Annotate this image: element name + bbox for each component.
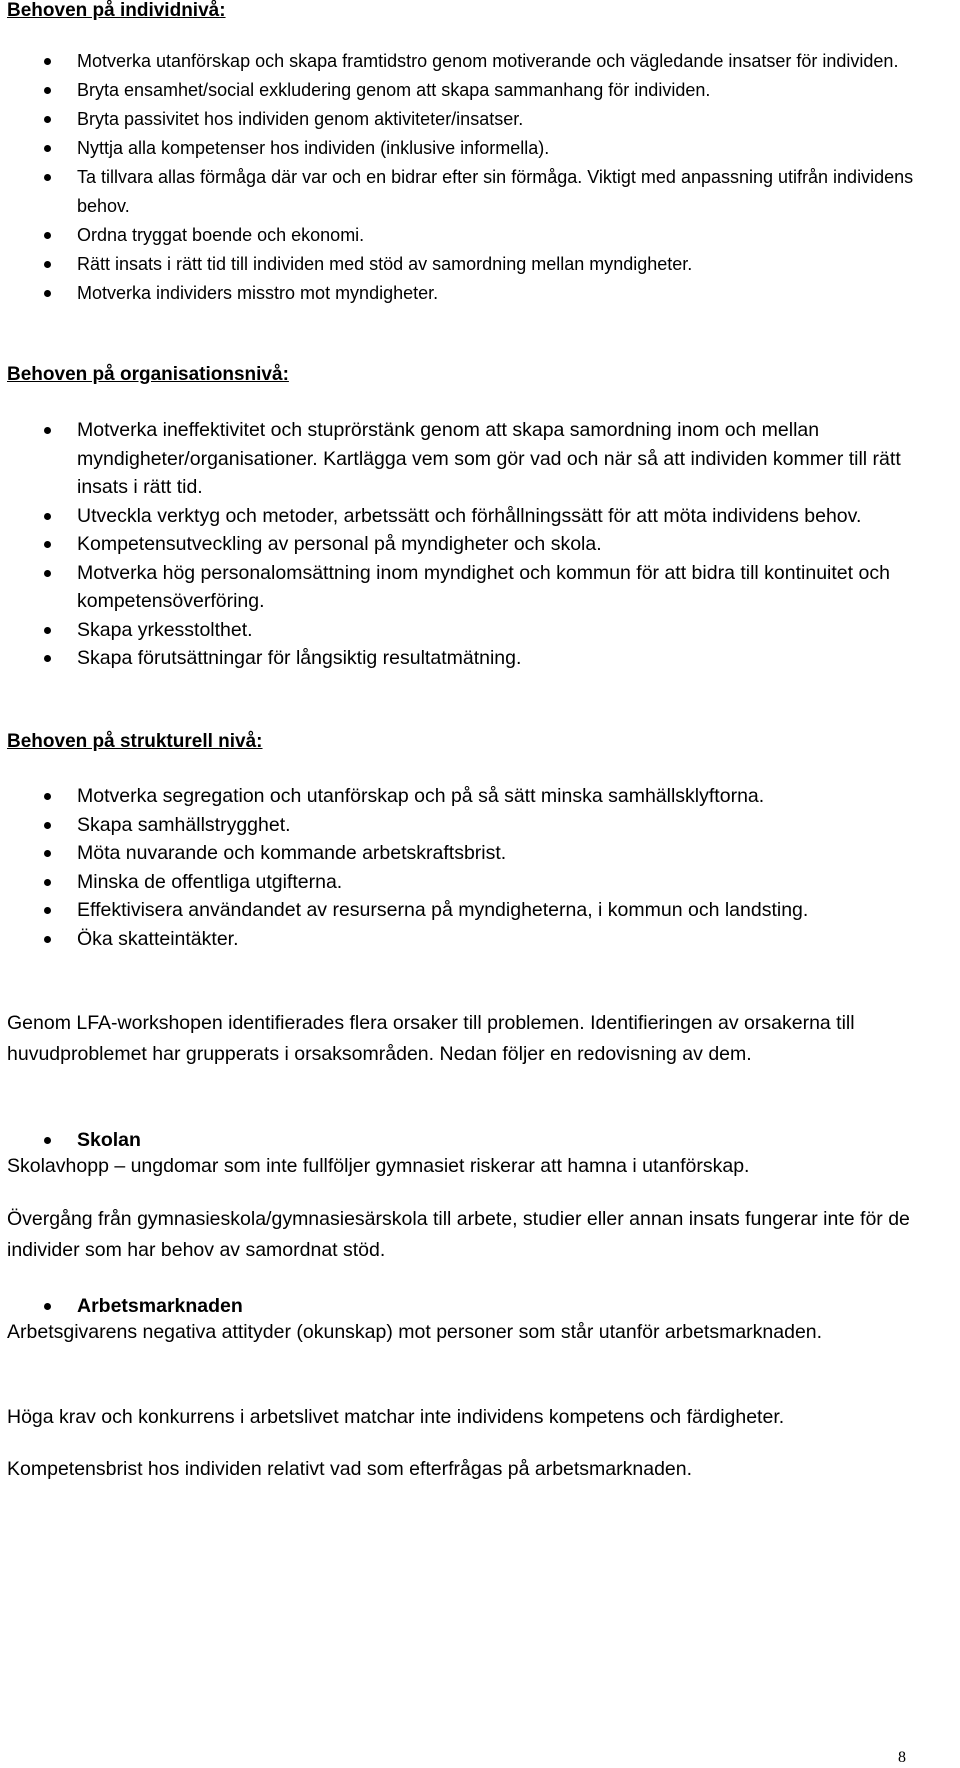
- labour-paragraph-2: Höga krav och konkurrens i arbetslivet matchar inte individens kompetens och färdigheter.: [7, 1406, 785, 1428]
- bullet-icon: [44, 1303, 51, 1310]
- bullet-icon: [44, 793, 51, 800]
- list-item: Ta tillvara allas förmåga där var och en bidrar efter sin förmåga. Viktigt med anpassning utifrån individens behov.: [0, 163, 937, 221]
- bullet-icon: [44, 427, 51, 434]
- list-item: Rätt insats i rätt tid till individen med stöd av samordning mellan myndigheter.: [0, 250, 937, 279]
- labour-paragraph-3: Kompetensbrist hos individen relativt vad som efterfrågas på arbetsmarknaden.: [7, 1458, 693, 1480]
- bullet-icon: [44, 570, 51, 577]
- bullet-icon: [44, 87, 51, 94]
- list-item: Motverka ineffektivitet och stuprörstänk genom att skapa samordning inom och mellan myndigheter/organisationer. Kartlägga vem som gör vad och när så att individen kommer till rätt insats i rätt tid.: [0, 416, 937, 502]
- list-item: Effektivisera användandet av resurserna på myndigheterna, i kommun och landsting.: [0, 896, 937, 925]
- list-item: Utveckla verktyg och metoder, arbetssätt och förhållningssätt för att möta individens behov.: [0, 502, 937, 531]
- bullet-icon: [44, 541, 51, 548]
- list-item: Kompetensutveckling av personal på myndigheter och skola.: [0, 530, 937, 559]
- bullet-icon: [44, 1137, 51, 1144]
- school-paragraph-1: Skolavhopp – ungdomar som inte fullföljer gymnasiet riskerar att hamna i utanförskap.: [7, 1155, 750, 1177]
- cause-area-labour-market: Arbetsmarknaden: [0, 1292, 960, 1320]
- bullet-icon: [44, 907, 51, 914]
- list-item: Skapa samhällstrygghet.: [0, 811, 937, 840]
- individual-needs-list: [0, 47, 937, 308]
- list-item: Nyttja alla kompetenser hos individen (inklusive informella).: [0, 134, 937, 163]
- list-item: Motverka hög personalomsättning inom myndighet och kommun för att bidra till kontinuitet och kompetensöverföring.: [0, 559, 937, 616]
- list-item: Möta nuvarande och kommande arbetskraftsbrist.: [0, 839, 937, 868]
- intro-paragraph: Genom LFA-workshopen identifierades flera orsaker till problemen. Identifieringen av orsakerna till huvudproblemet har grupperats i orsaksområden. Nedan följer en redovisning av dem.: [7, 1012, 855, 1065]
- list-item: Bryta ensamhet/social exkludering genom att skapa sammanhang för individen.: [0, 76, 937, 105]
- section-heading-individual: Behoven på individnivå:: [7, 0, 226, 21]
- bullet-icon: [44, 290, 51, 297]
- bullet-icon: [44, 513, 51, 520]
- school-paragraph-2: Övergång från gymnasieskola/gymnasiesärskola till arbete, studier eller annan insats fungerar inte för de individer som har behov av samordnat stöd.: [7, 1208, 910, 1261]
- list-item: Motverka segregation och utanförskap och på så sätt minska samhällsklyftorna.: [0, 782, 937, 811]
- bullet-icon: [44, 627, 51, 634]
- list-item: Motverka utanförskap och skapa framtidstro genom motiverande och vägledande insatser för individen.: [0, 47, 937, 76]
- structural-needs-list: [0, 782, 937, 953]
- bullet-icon: [44, 261, 51, 268]
- list-item: Minska de offentliga utgifterna.: [0, 868, 937, 897]
- list-item: Skapa förutsättningar för långsiktig resultatmätning.: [0, 644, 937, 673]
- list-item: Ordna tryggat boende och ekonomi.: [0, 221, 937, 250]
- bullet-icon: [44, 822, 51, 829]
- bullet-icon: [44, 145, 51, 152]
- bullet-icon: [44, 936, 51, 943]
- section-heading-organisation: Behoven på organisationsnivå:: [7, 364, 289, 385]
- bullet-icon: [44, 850, 51, 857]
- bullet-icon: [44, 58, 51, 65]
- bullet-icon: [44, 232, 51, 239]
- bullet-icon: [44, 174, 51, 181]
- list-item: Bryta passivitet hos individen genom aktiviteter/insatser.: [0, 105, 937, 134]
- bullet-icon: [44, 116, 51, 123]
- list-item: Öka skatteintäkter.: [0, 925, 937, 954]
- section-heading-structural: Behoven på strukturell nivå:: [7, 731, 263, 752]
- bullet-icon: [44, 655, 51, 662]
- list-item: Motverka individers misstro mot myndigheter.: [0, 279, 937, 308]
- cause-area-school: Skolan: [0, 1126, 960, 1154]
- labour-paragraph-1: Arbetsgivarens negativa attityder (okunskap) mot personer som står utanför arbetsmarknaden.: [7, 1321, 823, 1343]
- bullet-icon: [44, 879, 51, 886]
- organisation-needs-list: [0, 416, 937, 673]
- page-number: 8: [898, 1749, 906, 1766]
- list-item: Skapa yrkesstolthet.: [0, 616, 937, 645]
